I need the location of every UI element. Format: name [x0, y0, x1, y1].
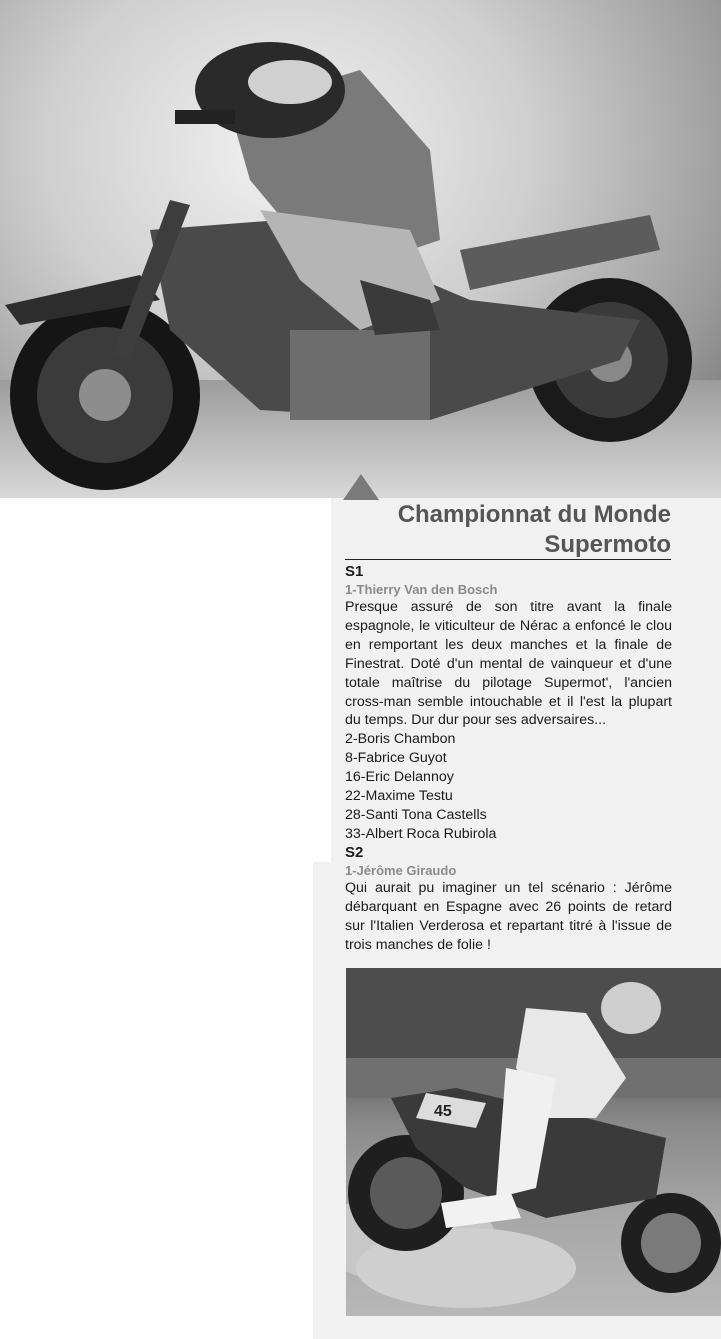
- title-divider: [345, 559, 671, 560]
- supermoto-jump-image: [346, 968, 721, 1316]
- list-item: 33-Albert Roca Rubirola: [345, 825, 497, 842]
- rider-action-photo: [346, 968, 721, 1316]
- article-title: [345, 500, 671, 560]
- triangle-marker-icon: [343, 474, 379, 500]
- list-item: 8-Fabrice Guyot: [345, 750, 447, 767]
- s1-paragraph: Presque assuré de son titre avant la finale espagnole, le viticulteur de Nérac a enfoncé le clou en remportant les deux manches et la finale de Finestrat. Doté d'un mental de vainqueur et d'une totale maîtrise du pilotage Supermot', l'ancien cross-man semble intouchable et il l'est la plupart du temps. Dur dur pour ses adversaires...: [345, 599, 672, 729]
- supermoto-rider-image: [0, 0, 721, 498]
- list-item: 22-Maxime Testu: [345, 788, 453, 805]
- bike-number: 45: [434, 1103, 452, 1120]
- s2-winner: 1-Jérôme Giraudo: [345, 862, 457, 878]
- s2-heading: S2: [345, 843, 364, 861]
- s1-results-list: [345, 730, 672, 843]
- s2-paragraph: Qui aurait pu imaginer un tel scénario : Jérôme débarquant en Espagne avec 26 points de retard sur l'Italien Verderosa et repartant titré à l'issue de trois manches de folie !: [345, 879, 672, 953]
- header-photo: [0, 0, 721, 498]
- article-body: [345, 563, 672, 954]
- title-line-1: Championnat du Monde: [397, 501, 671, 528]
- list-item: 2-Boris Chambon: [345, 731, 456, 748]
- list-item: 28-Santi Tona Castells: [345, 806, 487, 823]
- list-item: 16-Eric Delannoy: [345, 769, 454, 786]
- title-line-2: Supermoto: [544, 531, 671, 558]
- s1-heading: S1: [345, 563, 364, 580]
- s1-winner: 1-Thierry Van den Bosch: [345, 582, 498, 597]
